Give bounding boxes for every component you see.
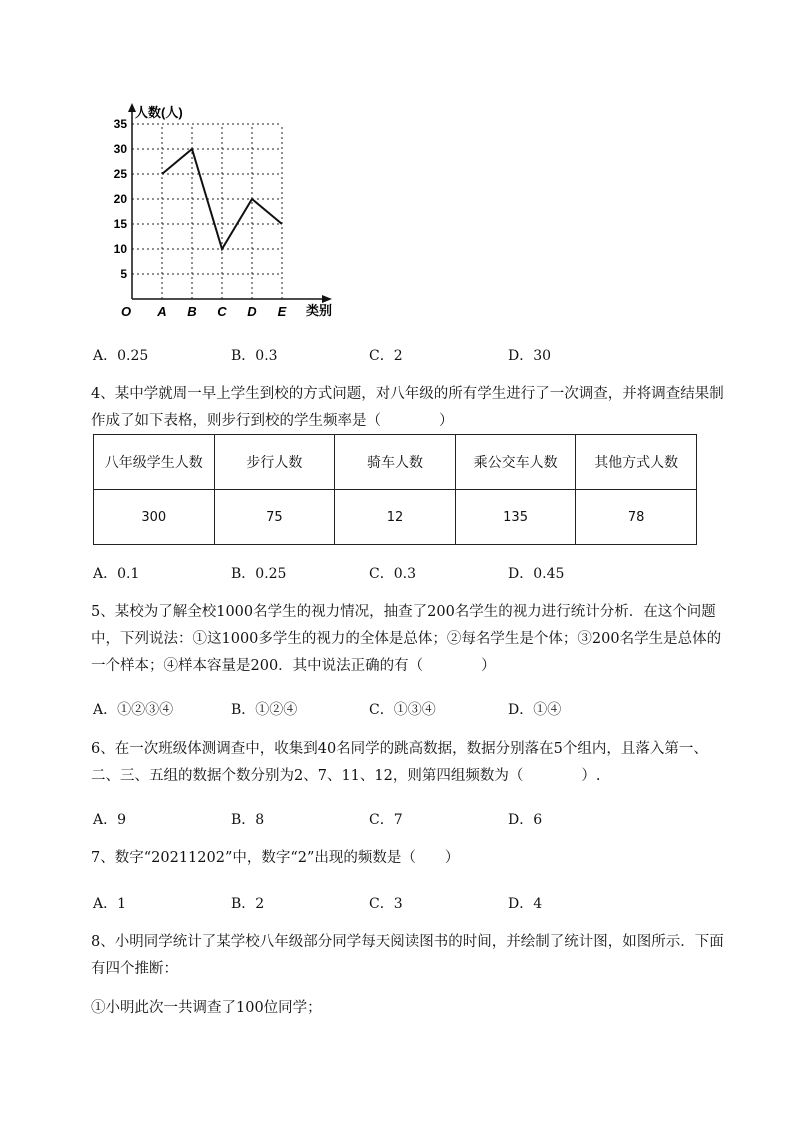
q4-option-a[interactable]: A．0.1 xyxy=(93,566,140,582)
q7-option-d[interactable]: D．4 xyxy=(508,896,543,912)
q7-text-line1: 7、数字“20211202”中，数字“2”出现的频数是（ ） xyxy=(91,850,460,866)
q7-option-a[interactable]: A．1 xyxy=(93,896,127,912)
q5-text-line1: 5、某校为了解全校1000名学生的视力情况，抽查了200名学生的视力进行统计分析．在这个问题 xyxy=(91,604,716,620)
question-5 xyxy=(91,599,741,680)
table-row xyxy=(94,490,697,545)
q6-option-b[interactable]: B．8 xyxy=(231,812,265,828)
q8-text-line2: 有四个推断： xyxy=(91,961,178,977)
x-category-label: C xyxy=(217,304,227,319)
x-category-label: D xyxy=(247,304,257,319)
table-header-cell: 八年级学生人数 xyxy=(94,435,215,490)
q6-option-a[interactable]: A．9 xyxy=(93,812,127,828)
q4-option-d[interactable]: D．0.45 xyxy=(508,566,565,582)
y-tick-label: 20 xyxy=(113,192,127,206)
chart-axes xyxy=(128,103,332,303)
x-category-label: A xyxy=(157,304,167,319)
q3-option-a[interactable]: A．0.25 xyxy=(93,348,149,364)
q6-text-line2: 二、三、五组的数据个数分别为2、7、11、12，则第四组频数为（ ）. xyxy=(91,768,601,784)
y-tick-label: 10 xyxy=(113,242,127,256)
x-category-labels xyxy=(156,304,286,319)
q4-option-b[interactable]: B．0.25 xyxy=(231,566,287,582)
q5-option-c[interactable]: C．①③④ xyxy=(369,702,436,718)
y-axis-label: 人数(人) xyxy=(135,105,183,120)
q7-option-c[interactable]: C．3 xyxy=(369,896,403,912)
q8-text-line3: ①小明此次一共调查了100位同学； xyxy=(91,1000,322,1016)
line-chart xyxy=(108,100,348,322)
q5-option-a[interactable]: A．①②③④ xyxy=(93,702,174,718)
table-cell: 300 xyxy=(94,490,215,545)
chart-grid xyxy=(132,124,282,299)
q5-text-line3: 一个样本；④样本容量是200．其中说法正确的有（ ） xyxy=(91,658,496,674)
table-header-row xyxy=(94,435,697,490)
q5-text-line2: 中，下列说法：①这1000多学生的视力的全体是总体；②每名学生是个体；③200名学生是总体的 xyxy=(91,631,722,647)
q4-text-line2: 作成了如下表格，则步行到校的学生频率是（ ） xyxy=(91,413,454,429)
table-header-cell: 乘公交车人数 xyxy=(455,435,576,490)
table-cell: 75 xyxy=(214,490,335,545)
x-axis-label: 类别 xyxy=(306,303,333,318)
q3-option-d[interactable]: D．30 xyxy=(508,348,552,364)
table-header-cell: 步行人数 xyxy=(214,435,335,490)
q4-table xyxy=(93,434,697,545)
table-cell: 78 xyxy=(576,490,697,545)
origin-label: O xyxy=(121,304,132,319)
q4-text-line1: 4、某中学就周一早上学生到校的方式问题，对八年级的所有学生进行了一次调查，并将调查结果制 xyxy=(91,386,724,402)
q5-option-d[interactable]: D．①④ xyxy=(508,702,562,718)
question-4 xyxy=(91,381,741,435)
table-header-cell: 骑车人数 xyxy=(335,435,456,490)
q3-option-c[interactable]: C．2 xyxy=(369,348,403,364)
question-7 xyxy=(91,845,741,872)
q6-option-c[interactable]: C．7 xyxy=(369,812,403,828)
x-category-label: B xyxy=(187,304,197,319)
q7-option-b[interactable]: B．2 xyxy=(231,896,265,912)
q6-text-line1: 6、在一次班级体测调查中，收集到40名同学的跳高数据，数据分别落在5个组内，且落入第一、 xyxy=(91,741,708,757)
table-header-cell: 其他方式人数 xyxy=(576,435,697,490)
y-tick-label: 15 xyxy=(113,217,127,231)
q8-text-line1: 8、小明同学统计了某学校八年级部分同学每天阅读图书的时间，并绘制了统计图，如图所示．下面 xyxy=(91,934,724,950)
question-8 xyxy=(91,929,741,1022)
question-6 xyxy=(91,736,741,790)
q4-option-c[interactable]: C．0.3 xyxy=(369,566,416,582)
table-cell: 12 xyxy=(335,490,456,545)
y-tick-label: 35 xyxy=(113,117,127,131)
x-category-label: E xyxy=(277,304,287,319)
y-tick-labels xyxy=(114,117,128,281)
y-tick-label: 25 xyxy=(113,167,127,181)
x-axis-arrow xyxy=(322,295,332,303)
q6-option-d[interactable]: D．6 xyxy=(508,812,543,828)
y-tick-label: 5 xyxy=(120,267,127,281)
q3-option-b[interactable]: B．0.3 xyxy=(231,348,278,364)
y-tick-label: 30 xyxy=(113,142,127,156)
table-cell: 135 xyxy=(455,490,576,545)
q5-option-b[interactable]: B．①②④ xyxy=(231,702,298,718)
